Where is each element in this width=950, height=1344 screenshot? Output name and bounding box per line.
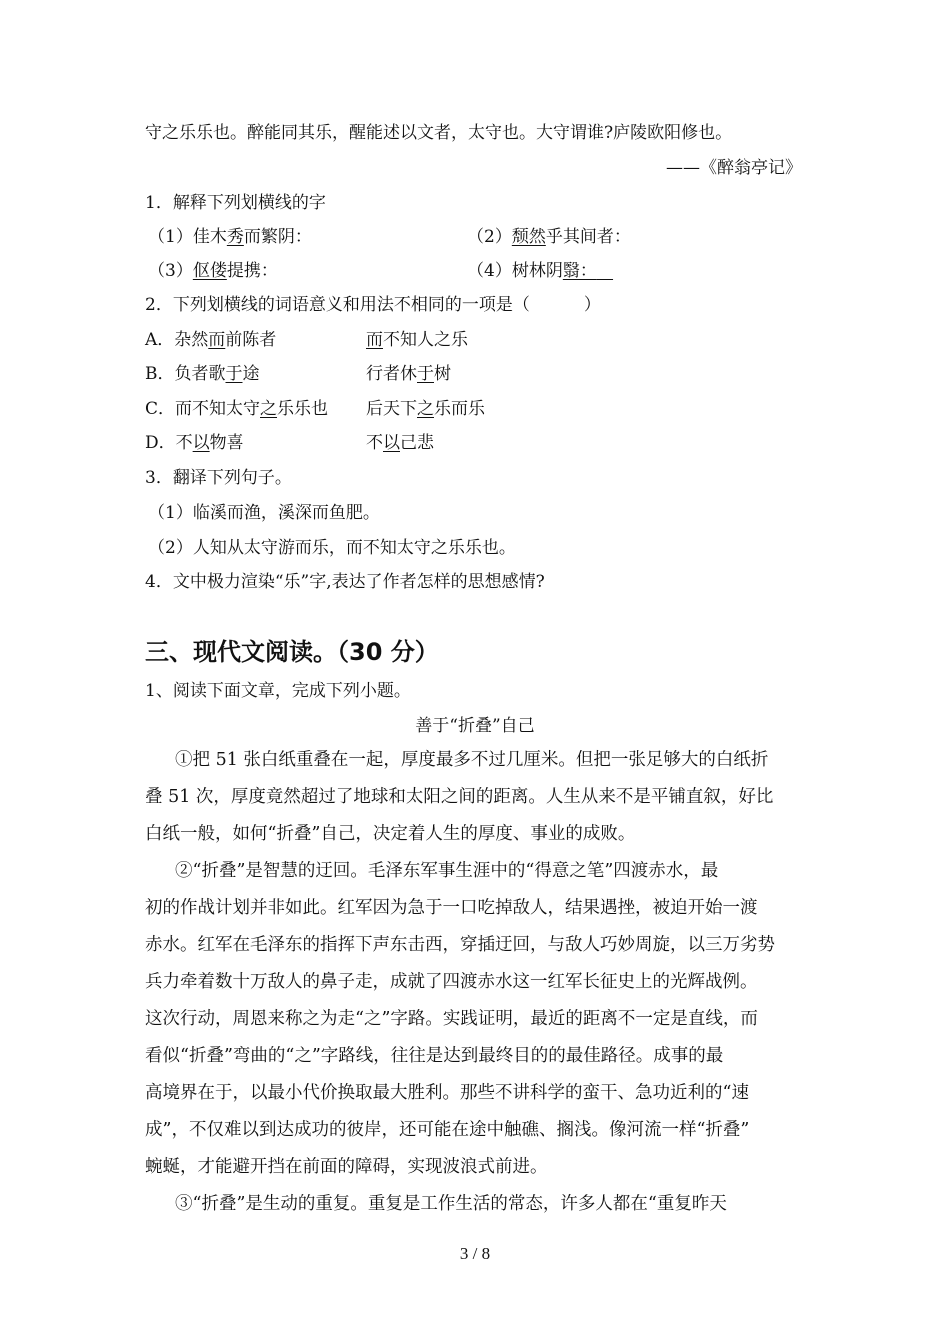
q1-item-1: （1）佳木秀而繁阴： <box>148 227 312 247</box>
article-line: 看似“折叠”弯曲的“之”字路线，往往是达到最终目的的最佳路径。成事的最 <box>145 1046 724 1066</box>
page-number: 3 / 8 <box>459 1244 491 1263</box>
q1-item-4: （4）树林阴翳： <box>467 261 597 281</box>
article-line: 初的作战计划并非如此。红军因为急于一口吃掉敌人，结果遇挫，被迫开始一渡 <box>145 898 758 918</box>
section-instruction: 1、阅读下面文章，完成下列小题。 <box>145 681 411 701</box>
q3-item-1: （1）临溪而渔，溪深而鱼肥。 <box>148 503 380 523</box>
article-line: 这次行动，周恩来称之为走“之”字路。实践证明，最近的距离不一定是直线，而 <box>145 1009 758 1029</box>
q1-stem: 1．解释下列划横线的字 <box>145 193 326 213</box>
article-line: 高境界在于，以最小代价换取最大胜利。那些不讲科学的蛮干、急功近利的“速 <box>145 1083 749 1103</box>
q1-item-3: （3）伛偻提携： <box>148 261 278 281</box>
q3-item-2: （2）人知从太守游而乐，而不知太守之乐乐也。 <box>148 538 516 558</box>
article-line: ③“折叠”是生动的重复。重复是工作生活的常态，许多人都在“重复昨天 <box>175 1194 727 1214</box>
q2-option-a-compare: 而不知人之乐 <box>366 330 468 350</box>
article-line: 成”，不仅难以到达成功的彼岸，还可能在途中触礁、搁浅。像河流一样“折叠” <box>145 1120 750 1140</box>
article-line: 兵力牵着数十万敌人的鼻子走，成就了四渡赤水这一红军长征史上的光辉战例。 <box>145 972 758 992</box>
section-heading: 三、现代文阅读。（30 分） <box>145 638 439 666</box>
q2-option-b-compare: 行者休于树 <box>366 364 451 384</box>
q2-option-c-compare: 后天下之乐而乐 <box>366 399 485 419</box>
q4-stem: 4．文中极力渲染“乐”字,表达了作者怎样的思想感情? <box>145 572 545 592</box>
q2-stem: 2．下列划横线的词语意义和用法不相同的一项是（ ） <box>145 295 601 315</box>
article-line: 叠 51 次，厚度竟然超过了地球和太阳之间的距离。人生从来不是平铺直叙，好比 <box>145 787 774 807</box>
q2-option-d: D．不以物喜 <box>145 433 244 453</box>
q1-item-2: （2）颓然乎其间者： <box>467 227 631 247</box>
article-line: 蜿蜒，才能避开挡在前面的障碍，实现波浪式前进。 <box>145 1157 548 1177</box>
article-line: 白纸一般，如何“折叠”自己，决定着人生的厚度、事业的成败。 <box>145 824 636 844</box>
passage-last-line: 守之乐乐也。醉能同其乐，醒能述以文者，太守也。大守谓谁?庐陵欧阳修也。 <box>145 123 733 143</box>
q2-option-d-compare: 不以己悲 <box>366 433 434 453</box>
article-title: 善于“折叠”自己 <box>415 716 535 736</box>
q2-option-a: A．杂然而前陈者 <box>145 330 277 350</box>
q2-option-b: B．负者歌于途 <box>145 364 260 384</box>
article-line: 赤水。红军在毛泽东的指挥下声东击西，穿插迂回，与敌人巧妙周旋，以三万劣势 <box>145 935 775 955</box>
article-line: ①把 51 张白纸重叠在一起，厚度最多不过几厘米。但把一张足够大的白纸折 <box>175 750 769 770</box>
q3-stem: 3．翻译下列句子。 <box>145 468 292 488</box>
passage-source: ——《醉翁亭记》 <box>666 158 802 178</box>
q2-option-c: C．而不知太守之乐乐也 <box>145 399 329 419</box>
article-line: ②“折叠”是智慧的迂回。毛泽东军事生涯中的“得意之笔”四渡赤水，最 <box>175 861 719 881</box>
